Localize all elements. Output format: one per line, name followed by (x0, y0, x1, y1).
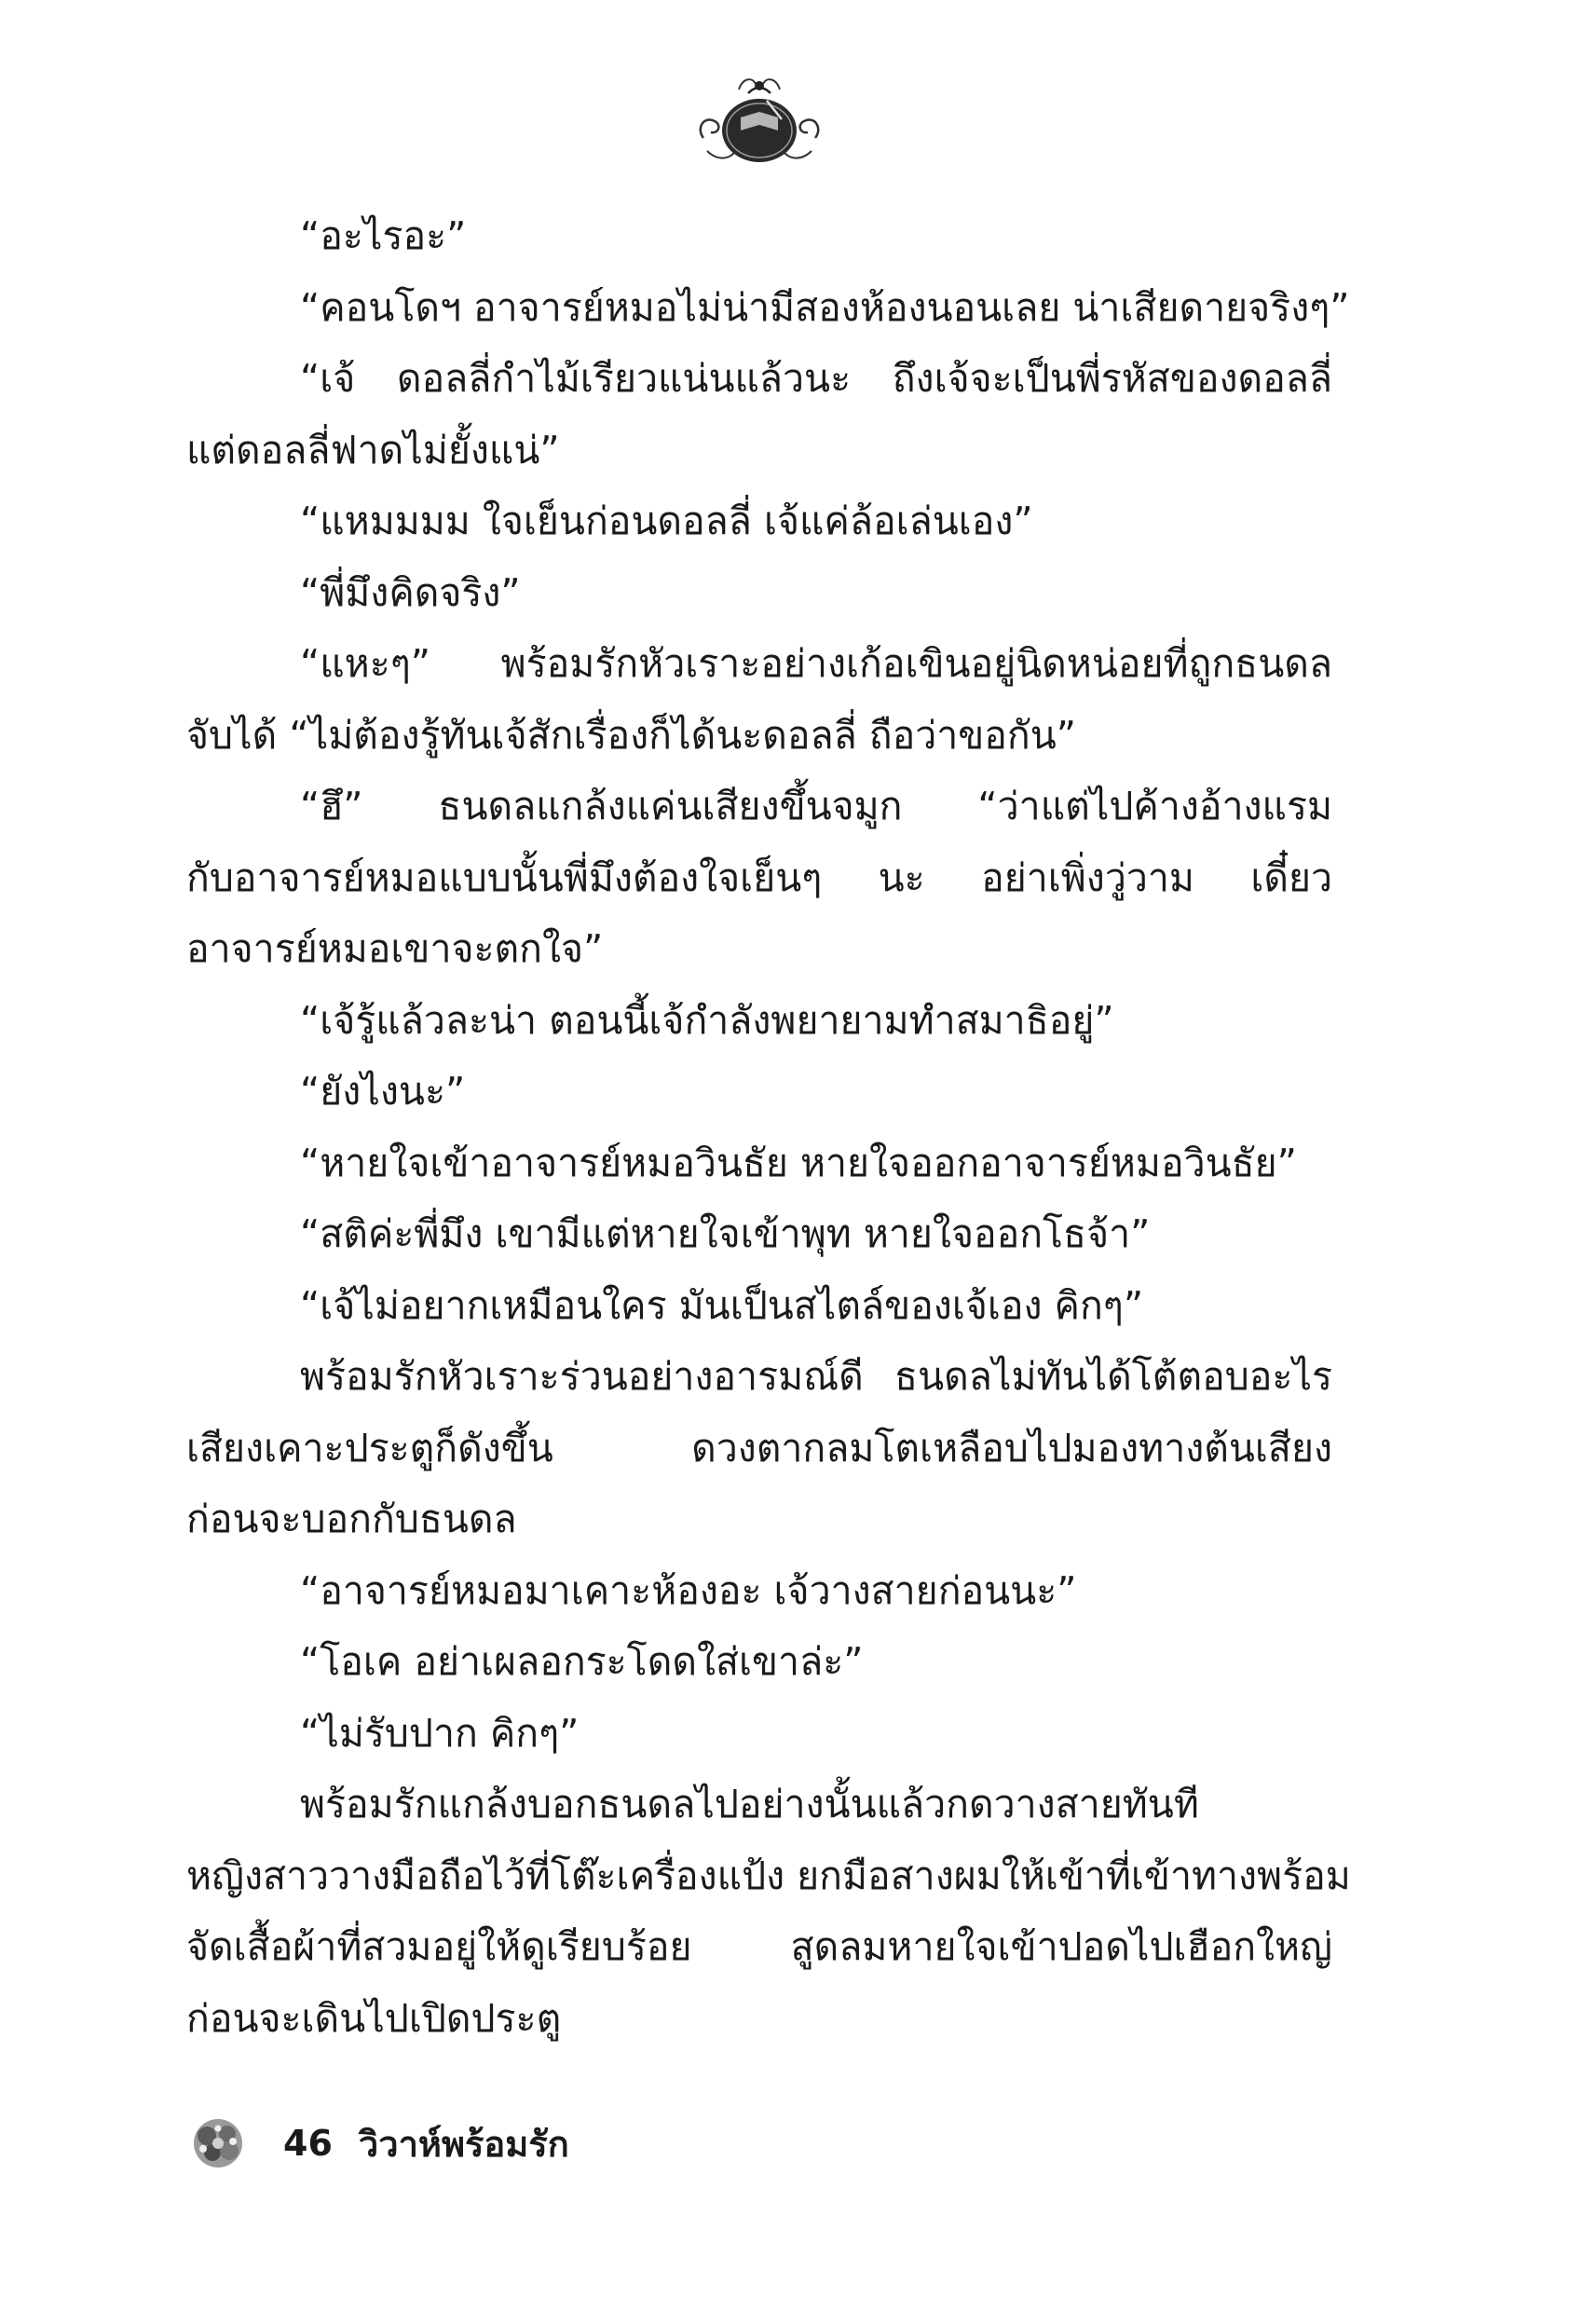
text-line: “หายใจเข้าอาจารย์หมอวินธัย หายใจออกอาจารย์หมอวินธัย” (300, 1140, 1297, 1185)
text-line: หญิงสาววางมือถือไว้ที่โต๊ะเครื่องแป้ง ยกมือสางผมให้เข้าที่เข้าทางพร้อม (186, 1853, 1351, 1898)
text-line: “เจ้ ดอลลี่กำไม้เรียวแน่นแล้วนะ ถึงเจ้จะเป็นพี่รหัสของดอลลี่ (300, 356, 1332, 401)
text-line: “ยังไงนะ” (300, 1069, 466, 1114)
text-line: เสียงเคาะประตูก็ดังขึ้น ดวงตากลมโตเหลือบไปมองทางต้นเสียง (186, 1425, 1332, 1470)
text-line: “สติค่ะพี่มึง เขามีแต่หายใจเข้าพุท หายใจออกโธจ้า” (300, 1211, 1151, 1256)
text-line: อาจารย์หมอเขาจะตกใจ” (186, 926, 604, 971)
text-line: “ฮึ” ธนดลแกล้งแค่นเสียงขึ้นจมูก “ว่าแต่ไปค้างอ้างแรม (300, 784, 1332, 828)
book-title: วิวาห์พร้อมรัก (358, 2123, 569, 2165)
text-line: พร้อมรักแกล้งบอกธนดลไปอย่างนั้นแล้วกดวางสายทันที (300, 1782, 1199, 1826)
text-line: “โอเค อย่าเผลอกระโดดใส่เขาล่ะ” (300, 1639, 864, 1684)
text-line: “เจ้ไม่อยากเหมือนใคร มันเป็นสไตล์ของเจ้เอง คิกๆ” (300, 1282, 1144, 1328)
header-logo (694, 73, 825, 170)
text-line: ก่อนจะเดินไปเปิดประตู (186, 1995, 562, 2041)
logo-emblem-icon (694, 73, 825, 170)
text-line: “แหมมมม ใจเย็นก่อนดอลลี่ เจ้แค่ล้อเล่นเอง” (300, 499, 1033, 543)
flower-ornament-icon (184, 2113, 252, 2173)
text-line: “อะไรอะ” (300, 213, 467, 258)
text-line: จัดเสื้อผ้าที่สวมอยู่ให้ดูเรียบร้อย สูดลมหายใจเข้าปอดไปเฮือกใหญ่ (186, 1924, 1332, 1969)
text-line: “คอนโดฯ อาจารย์หมอไม่น่ามีสองห้องนอนเลย น่าเสียดายจริงๆ” (300, 284, 1350, 330)
text-line: “อาจารย์หมอมาเคาะห้องอะ เจ้วางสายก่อนนะ” (300, 1567, 1077, 1613)
text-line: “แหะๆ” พร้อมรักหัวเราะอย่างเก้อเขินอยู่นิดหน่อยที่ถูกธนดล (300, 641, 1332, 686)
text-line: พร้อมรักหัวเราะร่วนอย่างอารมณ์ดี ธนดลไม่ทันได้โต้ตอบอะไร (300, 1354, 1332, 1399)
page-number: 46 (283, 2123, 333, 2164)
text-line: กับอาจารย์หมอแบบนั้นพี่มึงต้องใจเย็นๆ นะ อย่าเพิ่งวู่วาม เดี๋ยว (186, 855, 1332, 900)
text-line: “พี่มึงคิดจริง” (300, 569, 521, 615)
text-line: จับได้ “ไม่ต้องรู้ทันเจ้สักเรื่องก็ได้นะดอลลี่ ถือว่าขอกัน” (186, 712, 1077, 758)
text-line: “ไม่รับปาก คิกๆ” (300, 1710, 580, 1756)
text-line: แต่ดอลลี่ฟาดไม่ยั้งแน่” (186, 427, 560, 472)
text-line: “เจ้รู้แล้วละน่า ตอนนี้เจ้กำลังพยายามทำสมาธิอยู่” (300, 997, 1114, 1043)
text-line: ก่อนจะบอกกับธนดล (186, 1497, 517, 1541)
chapter-body-text (186, 200, 1351, 2054)
page-footer (184, 2108, 569, 2179)
